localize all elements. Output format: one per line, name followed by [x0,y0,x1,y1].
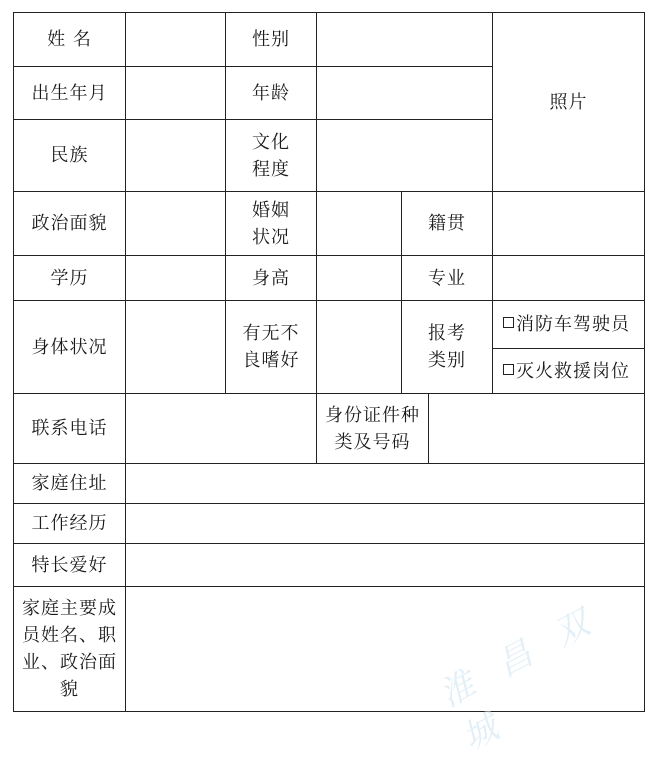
label-ethnicity: 民族 [13,119,126,192]
label-hobbies: 特长爱好 [13,543,126,587]
option-fire-driver[interactable] [492,300,645,349]
field-ethnicity[interactable] [125,119,226,192]
label-bad-habits: 有无不 良嗜好 [225,300,317,394]
label-id-card: 身份证件种 类及号码 [316,393,429,464]
label-degree: 学历 [13,255,126,301]
label-family: 家庭主要成 员姓名、职 业、政治面 貌 [13,586,126,712]
label-birth: 出生年月 [13,66,126,120]
field-height[interactable] [316,255,402,301]
field-major[interactable] [492,255,645,301]
label-name: 姓 名 [13,12,126,67]
field-hobbies[interactable] [125,543,645,587]
watermark: 淮 昌 双 城 [433,598,606,759]
label-age: 年龄 [225,66,317,120]
label-native-place: 籍贯 [401,191,493,256]
field-id-card[interactable] [428,393,645,464]
field-degree[interactable] [125,255,226,301]
option-rescue-label: 灭火救援岗位 [516,360,630,382]
field-address[interactable] [125,463,645,504]
field-political[interactable] [125,191,226,256]
field-name[interactable] [125,12,226,67]
label-marital: 婚姻 状况 [225,191,317,256]
field-age[interactable] [316,66,493,120]
field-native-place[interactable] [492,191,645,256]
checkbox-icon[interactable] [503,317,514,328]
option-fire-driver-label: 消防车驾驶员 [516,314,630,335]
field-marital[interactable] [316,191,402,256]
option-rescue[interactable] [492,348,645,394]
label-gender: 性别 [225,12,317,67]
photo-box: 照片 [492,12,645,192]
label-health: 身体状况 [13,300,126,394]
label-major: 专业 [401,255,493,301]
field-bad-habits[interactable] [316,300,402,394]
field-health[interactable] [125,300,226,394]
label-political: 政治面貌 [13,191,126,256]
label-category: 报考 类别 [401,300,493,394]
label-phone: 联系电话 [13,393,126,464]
checkbox-icon[interactable] [503,364,514,375]
label-height: 身高 [225,255,317,301]
field-gender[interactable] [316,12,493,67]
field-work-history[interactable] [125,503,645,544]
label-work-history: 工作经历 [13,503,126,544]
field-education-level[interactable] [316,119,493,192]
label-address: 家庭住址 [13,463,126,504]
label-education-level: 文化 程度 [225,119,317,192]
field-phone[interactable] [125,393,317,464]
field-birth[interactable] [125,66,226,120]
